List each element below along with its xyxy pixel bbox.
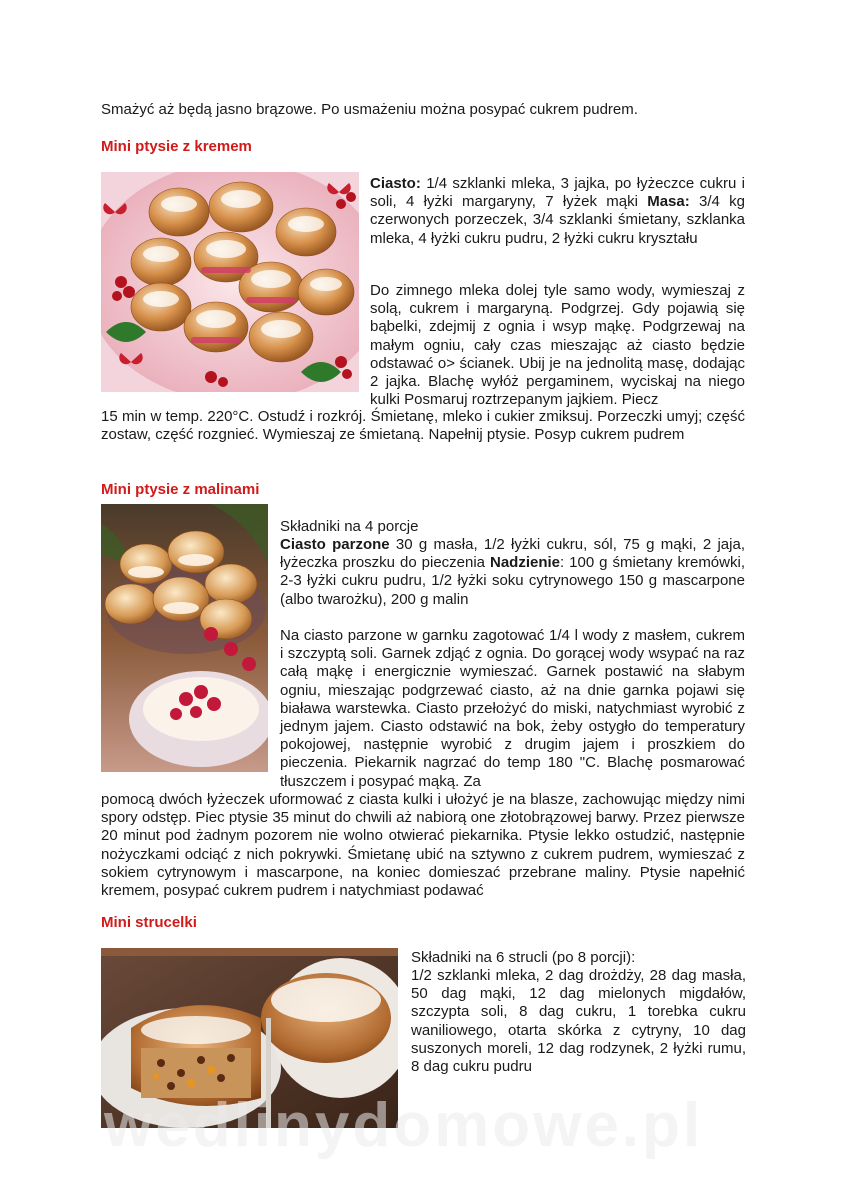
recipe-title-ptysie-kremem: Mini ptysie z kremem bbox=[101, 138, 252, 155]
recipe1-method: Do zimnego mleka dolej tyle samo wody, wymieszaj z solą, cukrem i margaryną. Podgrzej. Gdy pojawią się bąbelki, zdejmij z ognia i wsyp mąkę. Podgrzewaj na małym ogniu, cały czas mieszając aż ciasto będzie odstawać o> ścianek. Ubij je na jednolitą masę, dodając 2 jajka. Blachę wyłóż pergaminem, wyciskaj na niego kulki Posmaruj roztrzepanym jajkiem. Piecz bbox=[370, 282, 745, 409]
recipe-title-strucelki: Mini strucelki bbox=[101, 914, 197, 931]
recipe2-ingredients bbox=[280, 536, 745, 609]
recipe2-method-continued: pomocą dwóch łyżeczek uformować z ciasta kulki i ułożyć je na blasze, zachowując między nimi spory odstęp. Piec ptysie 35 minut do chwili aż nabiorą one złotobrązowej barwy. Przez pierwsze 20 minut pod żadnym pozorem nie wolno otwierać piekarnika. Ptysie lekko ostudzić, następnie nożyczkami odciąć z nich pokrywki. Śmietanę ubić na sztywno z cukrem pudrem, wymieszać z sokiem cytrynowym i mascarpone, na koniec domieszać przebrane maliny. Ptysie napełnić kremem, posypać cukrem pudrem i natychmiast podawać bbox=[101, 791, 745, 900]
raspberry-puffs-illustration bbox=[101, 504, 268, 772]
recipe1-dough-label: Ciasto: bbox=[370, 175, 421, 192]
recipe3-ingredients: 1/2 szklanki mleka, 2 dag drożdży, 28 dag masła, 50 dag mąki, 12 dag mielonych migdałów, szczypta soli, 8 dag cukru, 1 torebka cukru waniliowego, otarta skórka z cytryny, 10 dag suszonych moreli, 12 dag rodzynek, 2 łyżki rumu, 8 dag cukru pudru bbox=[411, 967, 746, 1076]
recipe1-method-continued: 15 min w temp. 220°C. Ostudź i rozkrój. Śmietanę, mleko i cukier zmiksuj. Porzeczki umyj; część zostaw, część rozgnieć. Wymieszaj ze śmietaną. Napełnij ptysie. Posyp cukrem pudrem bbox=[101, 408, 745, 444]
recipe2-dough-label: Ciasto parzone bbox=[280, 536, 390, 553]
recipe1-cream-text: 3/4 kg czerwonych porzeczek, 3/4 szklanki śmietany, szklanka mleka, 4 łyżki cukru pudru, 2 łyżki cukru kryształu bbox=[370, 193, 745, 247]
recipe-title-ptysie-malinami: Mini ptysie z malinami bbox=[101, 481, 260, 498]
intro-line: Smażyć aż będą jasno brązowe. Po usmażeniu można posypać cukrem pudrem. bbox=[101, 101, 638, 118]
cream-puffs-illustration bbox=[101, 172, 359, 392]
recipe2-filling-label: Nadzienie bbox=[490, 554, 561, 572]
recipe2-filling-text: : 100 g śmietany kremówki, 2-3 łyżki cukru pudru, 1/2 łyżki soku cytrynowego 150 g mascarpone (albo twarożku), 200 g malin bbox=[280, 554, 745, 608]
recipe2-method: Na ciasto parzone w garnku zagotować 1/4 l wody z masłem, cukrem i szczyptą soli. Garnek zdjąć z ognia. Do gorącej wody wsypać na raz całą mąkę i energicznie wymieszać. Garnek postawić na słabym ogniu, mieszając podgrzewać ciasto, aż na dnie garnka pojawi się biaława warstewka. Ciasto przełożyć do miski, natychmiast wyrobić z jednym jajem. Ciasto odstawić na bok, żeby ostygło do temperatury pokojowej, następnie wyrobić z drugim jajem i proszkiem do pieczenia. Piekarnik nagrzać do temp 180 "C. Blachę posmarować tłuszczem i posypać mąką. Za bbox=[280, 627, 745, 790]
recipe1-cream-label: Masa: bbox=[647, 193, 690, 211]
recipe2-servings: Składniki na 4 porcje bbox=[280, 518, 419, 535]
raspberry-puffs-photo bbox=[101, 504, 268, 772]
recipe1-ingredients bbox=[370, 175, 745, 248]
site-watermark: wedlinydomowe.pl bbox=[104, 1091, 704, 1160]
recipe1-dough-text: 1/4 szklanki mleka, 3 jajka, po łyżeczce cukru i soli, 4 łyżki margaryny, 7 łyżek mąki bbox=[370, 175, 745, 211]
cream-puffs-photo bbox=[101, 172, 359, 392]
recipe2-dough-text: 30 g masła, 1/2 łyżki cukru, sól, 75 g mąki, 2 jaja, łyżeczka proszku do pieczenia bbox=[280, 536, 745, 572]
recipe3-servings: Składniki na 6 strucli (po 8 porcji): bbox=[411, 949, 636, 966]
